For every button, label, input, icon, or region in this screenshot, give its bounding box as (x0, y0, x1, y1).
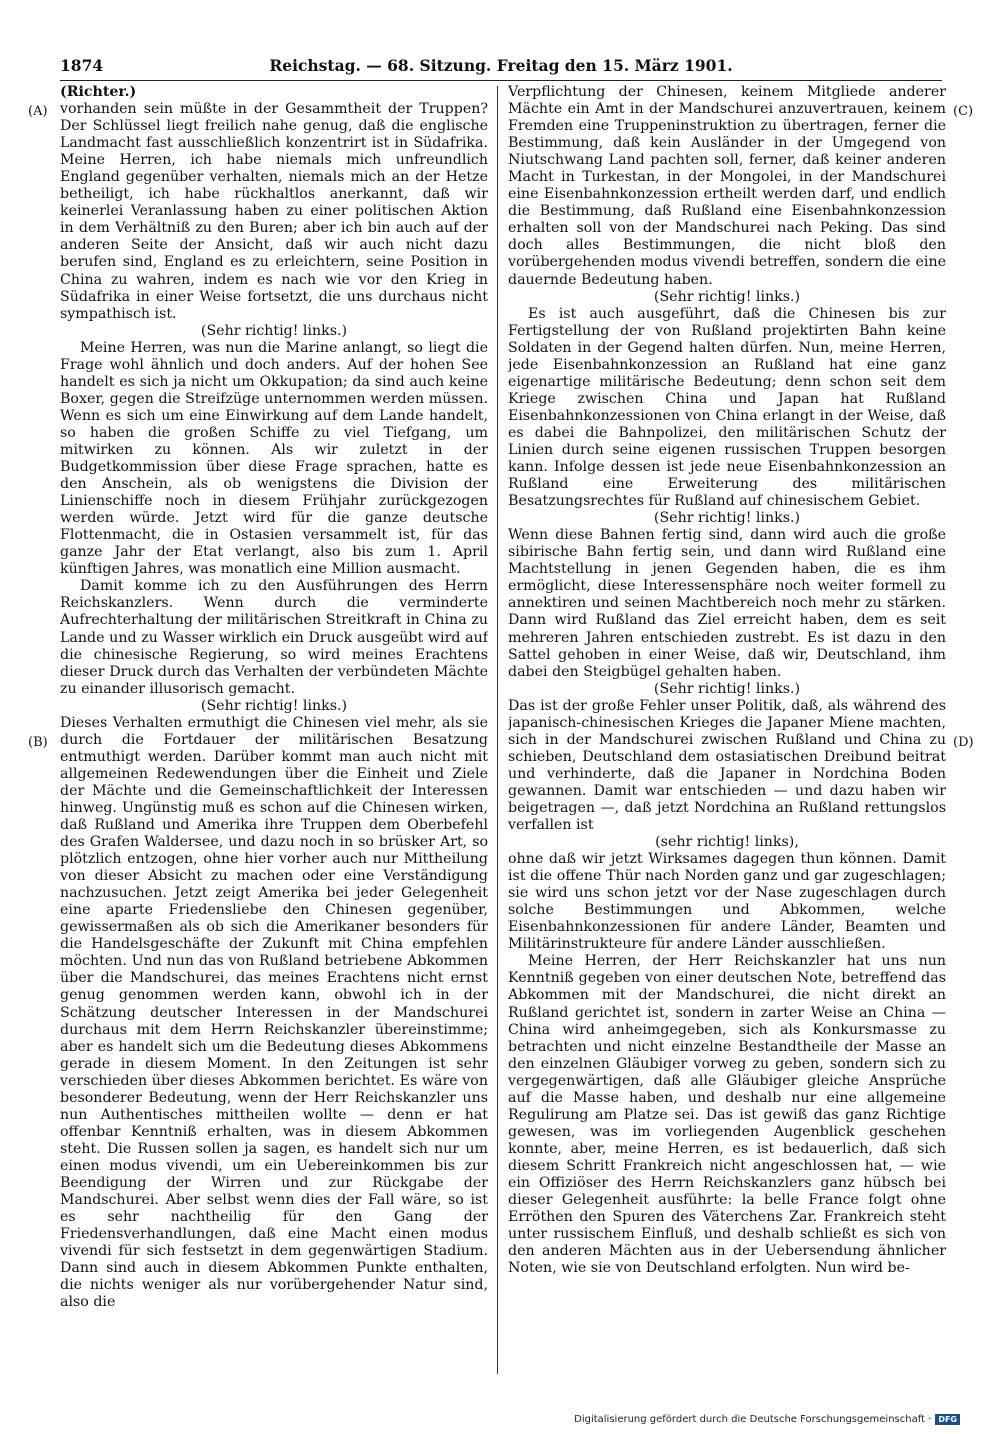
right-column (508, 84, 946, 1374)
paragraph: Dieses Verhalten ermuthigt die Chinesen viel mehr, als sie durch die Fortdauer der militärischen Besatzung entmuthigt werden. Darüber kommt man auch nicht mit allgemeinen Redewendungen über die Einheit und Ziele der Mächte und die Gemeinschaftlichkeit der Interessen hinweg. Ungünstig muß es schon auf die Chinesen wirken, daß Rußland und Amerika ihre Truppen dem Oberbefehl des Grafen Waldersee, und dazu noch in so brüsker Art, so plötzlich entzogen, ohne hier vorher auch nur Mittheilung von dieser Absicht zu machen oder eine Verständigung nachzusuchen. Jetzt zeigt Amerika bei jeder Gelegenheit eine aparte Friedensliebe den Chinesen gegenüber, gewissermaßen als ob sich die Amerikaner besonders für die Handelsgeschäfte der Zukunft mit China empfehlen möchten. Und nun das von Rußland betriebene Abkommen über die Mandschurei, das meines Erachtens nicht ernst genug genommen werden kann, obwohl ich in der Schätzung deutscher Interessen in der Mandschurei durchaus mit dem Herrn Reichskanzler übereinstimme; aber es handelt sich um die Bedeutung dieses Abkommens gerade in diesem Moment. In den Zeitungen ist sehr verschieden über dieses Abkommen berichtet. Es wäre von besonderer Bedeutung, wenn der Herr Reichskanzler uns nun Authentisches mittheilen wollte — denn er hat offenbar Kenntniß erhalten, was in diesem Abkommen steht. Die Russen sollen ja sagen, es handelt sich nur um einen modus vivendi, um ein Uebereinkommen bis zur Beendigung der Wirren und zur Rückgabe der Mandschurei. Aber selbst wenn dies der Fall wäre, so ist es sehr nachtheilig für den Gang der Friedensverhandlungen, daß eine Macht einen modus vivendi für sich festsetzt in dem gegenwärtigen Stadium. Dann sind auch in diesem Abkommen Punkte enthalten, die nichts weniger als nur vorübergehender Natur sind, also die (60, 714, 488, 1311)
interjection: (Sehr richtig! links.) (653, 680, 801, 697)
header-rule (60, 80, 942, 81)
margin-marker-c: (C) (953, 104, 974, 119)
paragraph: Damit komme ich zu den Ausführungen des Herrn Reichskanzlers. Wenn durch die verminderte Aufrechterhaltung der militärischen Streitkraft in China zu Lande und zu Wasser wirklich ein Druck ausgeübt wird auf die chinesische Regierung, so wird meines Erachtens dieser Druck durch das Verhalten der verbündeten Mächte zu einander illusorisch gemacht. (60, 578, 488, 697)
running-title: Reichstag. — 68. Sitzung. Freitag den 15. März 1901. (269, 56, 733, 75)
paragraph: Das ist der große Fehler unser Politik, daß, als während des japanisch-chinesischen Krieges die Japaner Miene machten, sich in der Mandschurei zwischen Rußland und China zu schieben, Deutschland dem ostasiatischen Dreibund beitrat und verhinderte, daß die Japaner in Nordchina Boden gewannen. Damit war entschieden — und dazu haben wir beigetragen —, daß jetzt Nordchina an Rußland rettungslos verfallen ist (508, 697, 946, 834)
paragraph: Wenn diese Bahnen fertig sind, dann wird auch die große sibirische Bahn fertig sein, und dann wird Rußland eine Machtstellung in jenen Gegenden haben, die es ihm ermöglicht, diese Interessensphäre noch weiter formell zu annektiren und seinen Machtbereich noch mehr zu stärken. Dann wird Rußland das Ziel erreicht haben, dem es seit mehreren Jahren entschieden zustrebt. Es ist dazu in den Sattel gehoben in einer Weise, daß wir, Deutschland, ihm dabei den Steigbügel gehalten haben. (508, 527, 946, 680)
paragraph: Es ist auch ausgeführt, daß die Chinesen bis zur Fertigstellung der von Rußland projektirten Bahn keine Soldaten in der Gegend halten dürfen. Nun, meine Herren, jede Eisenbahnkonzession an Rußland hat eine ganz eigenartige militärische Bedeutung; denn schon seit dem Kriege zwischen China und Japan hat Rußland Eisenbahnkonzessionen von China erlangt in der Weise, daß es dabei die Bahnpolizei, den militärischen Schutz der Linien durch seine eigenen russischen Truppen besorgen kann. Infolge dessen ist jede neue Eisenbahnkonzession an Rußland eine Erweiterung des militärischen Besatzungsrechtes für Rußland auf chinesischem Gebiet. (508, 305, 946, 510)
interjection: (Sehr richtig! links.) (200, 697, 348, 714)
margin-marker-a: (A) (28, 104, 48, 119)
dfg-logo: DFG (935, 1414, 960, 1425)
digitization-credit (574, 1414, 960, 1425)
left-column (60, 84, 488, 1374)
column-divider (497, 86, 498, 1374)
speaker-label: (Richter.) (60, 84, 137, 100)
margin-marker-d: (D) (953, 735, 974, 750)
paragraph: Verpflichtung der Chinesen, keinem Mitgliede anderer Mächte ein Amt in der Mandschurei anzuvertrauen, keinem Fremden eine Truppeninstruktion zu übertragen, ferner die Bestimmung, daß kein Ausländer in der Umgegend von Niutschwang Land pachten soll, ferner, daß keiner anderen Macht in Turkestan, in der Mongolei, in der Mandschurei eine Eisenbahnkonzession ertheilt werden darf, und endlich die Bestimmung, daß Rußland eine Eisenbahnkonzession erhalten soll von der Mandschurei nach Peking. Das sind doch alles Bestimmungen, die nicht bloß den vorübergehenden modus vivendi betreffen, sondern die eine dauernde Bedeutung haben. (508, 84, 946, 288)
interjection: (Sehr richtig! links.) (200, 322, 348, 339)
credit-text: Digitalisierung gefördert durch die Deutsche Forschungsgemeinschaft · (574, 1414, 932, 1425)
paragraph: vorhanden sein müßte in der Gesammtheit der Truppen? Der Schlüssel liegt freilich nahe genug, daß die englische Landmacht fast ausschließlich konzentrirt ist in Südafrika. Meine Herren, ich habe niemals mich unfreundlich England gegenüber verhalten, niemals mich an der Hetze betheiligt, ich habe rückhaltlos anerkannt, daß wir keinerlei Veranlassung haben zu einer politischen Aktion in dem Verhältniß zu den Buren; aber ich bin auch auf der anderen Seite der Ansicht, daß wir auch nicht dazu berufen sind, England es zu erleichtern, seine Position in China zu wahren, indem es nach wie vor den Krieg in Südafrika in einer Weise fortsetzt, die uns durchaus nicht sympathisch ist. (60, 101, 488, 322)
page-number: 1874 (60, 56, 104, 75)
interjection: (Sehr richtig! links.) (653, 510, 801, 527)
interjection: (sehr richtig! links), (655, 834, 799, 851)
paragraph: Meine Herren, was nun die Marine anlangt, so liegt die Frage wohl ähnlich und doch anders. Auf der hohen See handelt es sich ja nicht um Okkupation; da sind auch keine Boxer, gegen die Streifzüge unternommen werden müssen. Wenn es sich um eine Einwirkung auf dem Lande handelt, so haben die großen Schiffe zu viel Tiefgang, um mitwirken zu können. Als wir zuletzt in der Budgetkommission über diese Frage sprachen, hatte es den Anschein, als ob wenigstens die Division der Linienschiffe noch in diesem Frühjahr zurückgezogen werden würde. Jetzt wird für die ganze deutsche Flottenmacht, die in Ostasien versammelt ist, für das ganze Jahr der Etat verlangt, also bis zum 1. April künftigen Jahres, was monatlich eine Million ausmacht. (60, 339, 488, 578)
page-header (60, 52, 942, 80)
paragraph: ohne daß wir jetzt Wirksames dagegen thun können. Damit ist die offene Thür nach Norden ganz und gar zugeschlagen; sie wird uns schon jetzt vor der Nase zugeschlagen durch solche Bestimmungen und Abkommen, welche Eisenbahnkonzessionen für andere Länder, Beamten und Militärinstrukteure für andere Länder ausschließen. (508, 851, 946, 953)
paragraph: Meine Herren, der Herr Reichskanzler hat uns nun Kenntniß gegeben von einer deutschen Note, betreffend das Abkommen mit der Mandschurei, die nicht direkt an Rußland gerichtet ist, sondern in zarter Weise an China — China wird anheimgegeben, sich als Konkursmasse zu betrachten und nicht einzelne Bestandtheile der Masse an den einzelnen Gläubiger vorweg zu geben, sondern sich zu vergegenwärtigen, daß alle Gläubiger gleiche Ansprüche auf die Masse haben, und deshalb nur eine allgemeine Regulirung am Platze sei. Das ist gewiß das ganz Richtige gewesen, was im vorliegenden Augenblick geschehen konnte, aber, meine Herren, es ist bedauerlich, daß sich diesem Schritt Frankreich nicht angeschlossen hat, — wie ein Offiziöser des Herrn Reichskanzlers ganz hübsch bei dieser Gelegenheit ausführte: la belle France folgt ohne Erröthen den Spuren des Väterchens Zar. Frankreich steht unter russischem Einfluß, und deshalb schließt es sich von den anderen Mächten aus in der Uebersendung ähnlicher Noten, wie sie von Deutschland erfolgten. Nun wird be- (508, 953, 946, 1277)
margin-marker-b: (B) (28, 735, 48, 750)
interjection: (Sehr richtig! links.) (653, 288, 801, 305)
